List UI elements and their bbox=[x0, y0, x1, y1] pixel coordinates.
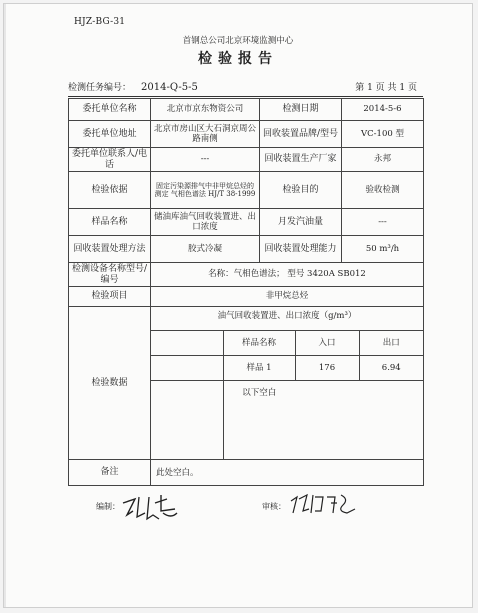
client-value: 北京市京东物资公司 bbox=[151, 99, 260, 121]
report-page bbox=[3, 3, 473, 608]
data-empty bbox=[295, 381, 359, 406]
table-row bbox=[69, 263, 424, 287]
table-row bbox=[69, 121, 424, 148]
method-value: 胶式冷凝 bbox=[151, 236, 260, 263]
data-spacer bbox=[151, 381, 223, 406]
reviewer-signature bbox=[287, 489, 359, 519]
table-row bbox=[69, 209, 424, 236]
compiler-signature bbox=[119, 489, 181, 523]
data-empty bbox=[359, 405, 423, 459]
report-table bbox=[68, 98, 424, 486]
address-label: 委托单位地址 bbox=[69, 121, 151, 148]
data-spacer bbox=[151, 331, 223, 356]
data-col-outlet: 出口 bbox=[359, 331, 423, 356]
sample-label: 样品名称 bbox=[69, 209, 151, 236]
purpose-value: 验收检测 bbox=[342, 172, 424, 209]
item-value: 非甲烷总烃 bbox=[151, 287, 424, 307]
top-rule bbox=[68, 96, 423, 97]
task-number-row bbox=[68, 80, 198, 93]
equipment-label: 检测设备名称型号/编号 bbox=[69, 263, 151, 287]
blank-note: 以下空白 bbox=[223, 381, 295, 406]
table-row bbox=[69, 99, 424, 121]
data-table bbox=[151, 330, 423, 459]
data-row bbox=[151, 356, 423, 381]
data-spacer bbox=[151, 356, 223, 381]
basis-value: 固定污染源排气中非甲烷总烃的测定 气相色谱法 HJ/T 38-1999 bbox=[151, 172, 260, 209]
item-label: 检验项目 bbox=[69, 287, 151, 307]
concentration-title: 油气回收装置进、出口浓度（g/m³） bbox=[217, 311, 357, 321]
sample-source-value: --- bbox=[342, 209, 424, 236]
blank-note-row bbox=[151, 381, 423, 406]
test-date-label: 检测日期 bbox=[260, 99, 342, 121]
sample-source-label: 月发汽油量 bbox=[260, 209, 342, 236]
equipment-value: 名称：气相色谱法； 型号 3420A SB012 bbox=[151, 263, 424, 287]
data-inlet-value: 176 bbox=[295, 356, 359, 381]
compiled-by-label: 编制： bbox=[96, 502, 120, 511]
data-empty bbox=[223, 405, 295, 459]
table-row bbox=[69, 460, 424, 486]
table-row bbox=[69, 287, 424, 307]
data-header-row bbox=[151, 331, 423, 356]
data-col-sample: 样品名称 bbox=[223, 331, 295, 356]
reviewed-by-label: 审核： bbox=[262, 502, 286, 511]
remark-value: 此处空白。 bbox=[151, 460, 424, 486]
table-row bbox=[69, 236, 424, 263]
blank-row bbox=[151, 405, 423, 459]
task-number-label: 检测任务编号： bbox=[68, 83, 132, 93]
task-number: 2014-Q-5-5 bbox=[141, 82, 198, 93]
manufacturer-value: 永邦 bbox=[342, 148, 424, 172]
data-empty bbox=[295, 405, 359, 459]
table-row bbox=[69, 148, 424, 172]
organization-name: 首钢总公司北京环境监测中心 bbox=[182, 36, 294, 46]
test-date-value: 2014-5-6 bbox=[342, 99, 424, 121]
table-row bbox=[69, 307, 424, 460]
contact-label: 委托单位联系人/电话 bbox=[69, 148, 151, 172]
page-edge bbox=[4, 4, 6, 607]
sample-value: 储油库油气回收装置进、出口浓度 bbox=[151, 209, 260, 236]
manufacturer-label: 回收装置生产厂家 bbox=[260, 148, 342, 172]
device-brand-label: 回收装置品牌/型号 bbox=[260, 121, 342, 148]
purpose-label: 检验目的 bbox=[260, 172, 342, 209]
capacity-label: 回收装置处理能力 bbox=[260, 236, 342, 263]
client-label: 委托单位名称 bbox=[69, 99, 151, 121]
contact-value: --- bbox=[151, 148, 260, 172]
report-title: 检验报告 bbox=[198, 51, 278, 67]
basis-label: 检验依据 bbox=[69, 172, 151, 209]
data-sample-name: 样品 1 bbox=[223, 356, 295, 381]
data-empty bbox=[359, 381, 423, 406]
address-value: 北京市房山区大石洞京周公路南侧 bbox=[151, 121, 260, 148]
page-count: 第 1 页 共 1 页 bbox=[355, 83, 417, 93]
data-col-inlet: 入口 bbox=[295, 331, 359, 356]
data-spacer bbox=[151, 405, 223, 459]
form-code: HJZ-BG-31 bbox=[74, 17, 126, 27]
data-outlet-value: 6.94 bbox=[359, 356, 423, 381]
remark-label: 备注 bbox=[69, 460, 151, 486]
data-cell bbox=[151, 307, 424, 460]
capacity-value: 50 m³/h bbox=[342, 236, 424, 263]
method-label: 回收装置处理方法 bbox=[69, 236, 151, 263]
data-label: 检验数据 bbox=[69, 307, 151, 460]
table-row bbox=[69, 172, 424, 209]
device-brand-value: VC-100 型 bbox=[342, 121, 424, 148]
